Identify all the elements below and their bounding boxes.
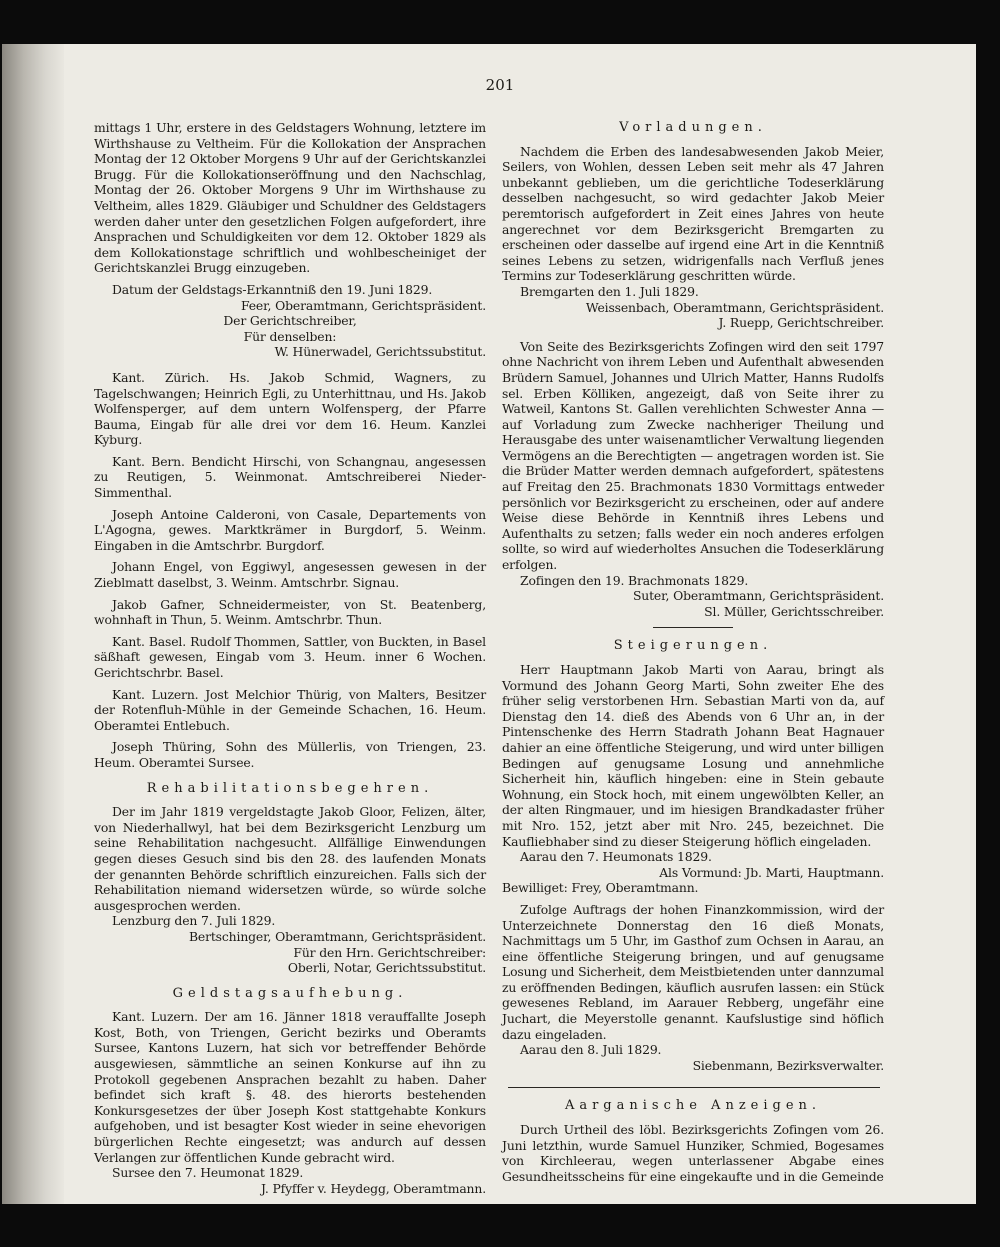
entry-paragraph: Joseph Antoine Calderoni, von Casale, Departements von L'Agogna, gewes. Marktkrämer in Burgdorf, 5. Weinm. Eingaben in die Amtschrbr. Burgdorf. [94,506,486,553]
date-line: Sursee den 7. Heumonat 1829. [112,1165,304,1181]
entry-paragraph: Kant. Basel. Rudolf Thommen, Sattler, von Buckten, in Basel säßhaft gewesen, Eingab vom 3. Heum. inner 6 Wochen. Gerichtschrbr. Basel. [94,633,486,680]
signature-line: Für denselben: [243,328,337,344]
signature-line: Der Gerichtschreiber, [223,313,357,329]
signature-line: Bewilliget: Frey, Oberamtmann. [502,880,699,896]
entry-paragraph: Johann Engel, von Eggiwyl, angesessen gewesen in der Zieblmatt daselbst, 3. Weinm. Amtschrbr. Signau. [94,559,486,591]
date-line: Lenzburg den 7. Juli 1829. [112,913,276,929]
date-line: Bremgarten den 1. Juli 1829. [520,283,699,299]
section-heading-steigerungen: Steigerungen. [613,638,773,654]
date-line: Aarau den 7. Heumonats 1829. [520,849,712,865]
section-divider [653,627,733,628]
signature-line: W. Hünerwadel, Gerichtssubstitut. [274,344,486,360]
signature-line: Weissenbach, Oberamtmann, Gerichtspräsident. [585,299,884,315]
signature-line: J. Ruepp, Gerichtschreiber. [718,315,884,331]
vorladung-paragraph: Nachdem die Erben des landesabwesenden Jakob Meier, Seilers, von Wohlen, dessen Leben seit mehr als 47 Jahren unbekannt geblieben, um die gerichtliche Todeserklärung desselben nachgesucht, so wird gedachter Jakob Meier peremtorisch aufgefordert in Zeit eines Jahres von heute angerechnet vor dem Bezirksgericht Bremgarten zu erscheinen oder dasselbe auf irgend eine Art in die Kenntniß seines Lebens zu setzen, widrigenfalls nach Verfluß jenes Termins zur Todeserklärung geschritten würde. [502,143,884,284]
entry-paragraph: Kant. Bern. Bendicht Hirschi, von Schangnau, angesessen zu Reutigen, 5. Weinmonat. Amtschreiberei Nieder-Simmenthal. [94,453,486,501]
entry-paragraph: Joseph Thüring, Sohn des Müllerlis, von Triengen, 23. Heum. Oberamtei Sursee. [94,739,486,770]
section-heading-vorladungen: Vorladungen. [619,120,767,135]
datum-line: Datum der Geldstags-Erkanntniß den 19. Juni 1829. [112,281,433,297]
date-line: Zofingen den 19. Brachmonats 1829. [520,572,749,588]
signature-line: Oberli, Notar, Gerichtssubstitut. [287,960,486,976]
entry-paragraph: Jakob Gafner, Schneidermeister, von St. Beatenberg, wohnhaft in Thun, 5. Weinm. Amtschrbr. Thun. [94,596,486,628]
newspaper-page [2,44,976,1204]
signature-line: Suter, Oberamtmann, Gerichtspräsident. [632,588,884,604]
signature-line: Für den Hrn. Gerichtschreiber: [293,944,486,960]
steigerung-paragraph: Herr Hauptmann Jakob Marti von Aarau, bringt als Vormund des Johann Georg Marti, Sohn zweiter Ehe des früher selig verstorbenen Hrn. Sebastian Marti von da, auf Dienstag den 14. dieß des Abends von 6 Uhr an, in der Pintenschenke des Herrn Stadrath Johann Beat Hagnauer dahier an eine öffentliche Steigerung, und wird unter billigen Bedingen auf genugsame Losung und annehmliche Sicherheit hin, käuflich hingeben: eine in Stein gebaute Wohnung, ein Stock hoch, mit einem ungewölbten Keller, an der alten Ringmauer, und im hiesigen Brandkadaster früher mit Nro. 152, jetzt aber mit Nro. 245, bezeichnet. Die Kaufliebhaber sind zu dieser Steigerung höflich eingeladen. [502,662,884,849]
entry-paragraph: Kant. Luzern. Jost Melchior Thürig, von Malters, Besitzer der Rotenfluh-Mühle in der Gemeinde Schachen, 16. Heum. Oberamtei Entlebuch. [94,686,486,733]
section-heading-geldstagsaufhebung: Geldstagsaufhebung. [172,985,408,1001]
anzeige-paragraph: Durch Urtheil des löbl. Bezirksgerichts Zofingen vom 26. Juni letzthin, wurde Samuel Hunziker, Schmied, Bogesames von Kirchleerau, wegen unterlassener Abgabe eines Gesundheitsscheins für eine eingekaufte und in die Gemeinde [502,1122,884,1184]
steigerung-paragraph: Zufolge Auftrags der hohen Finanzkommission, wird der Unterzeichnete Donnerstag den 16 dieß Monats, Nachmittags um 5 Uhr, im Gasthof zum Ochsen in Aarau, an eine öffentliche Steigerung bringen, und auf genugsame Losung und Sicherheit, dem Meistbietenden unter dannzumal zu eröffnenden Bedingen, käuflich ausrufen lassen: ein Stück gewesenes Rebland, im Aarauer Rebberg, ungefähr eine Juchart, die Meyerstolle genannt. Kaufslustige sind höflich dazu eingeladen. [502,901,884,1042]
date-line: Aarau den 8. Juli 1829. [520,1042,662,1058]
section-heading-aarganische-anzeigen: Aarganische Anzeigen. [564,1098,822,1114]
rehabilitation-paragraph: Der im Jahr 1819 vergeldstagte Jakob Gloor, Felizen, älter, von Niederhallwyl, hat bei dem Bezirksgericht Lenzburg um seine Rehabilitation nachgesucht. Allfällige Einwendungen gegen dieses Gesuch sind bis den 28. des laufenden Monats der genannten Behörde schriftlich einzureichen. Falls sich der Rehabilitation niemand widersetzen würde, so würde solche ausgesprochen werden. [94,804,486,913]
signature-line: Sl. Müller, Gerichtsschreiber. [704,603,884,619]
right-column [502,120,884,1190]
vorladung-paragraph: Von Seite des Bezirksgerichts Zofingen wird den seit 1797 ohne Nachricht von ihrem Leben und Aufenthalt abwesenden Brüdern Samuel, Johannes und Ulrich Matter, Hanns Rudolfs sel. Erben Kölliken, angezeigt, daß von Seite ihrer zu Watweil, Kantons St. Gallen verehlichten Schwester Anna — auf Vorladung zum Zwecke nachheriger Theilung und Herausgabe des unter waisenamtlicher Verwaltung liegenden Vermögens an die Berechtigten — angetragen worden ist. Sie die Brüder Matter werden demnach aufgefordert, spätestens auf Freitag den 25. Brachmonats 1830 Vormittags entweder persönlich vor Bezirksgericht zu erscheinen, oder auf andere Weise diese Behörde in Kenntniß ihres Lebens und Aufenthalts zu setzen; falls weder ein noch anderes erfolgen sollte, so wird auf wiederholtes Ansuchen die Todeserklärung erfolgen. [502,338,884,573]
signature-line: Bertschinger, Oberamtmann, Gerichtspräsident. [188,928,486,944]
section-heading-rehabilitation: Rehabilitationsbegehren. [146,780,434,796]
intro-paragraph: mittags 1 Uhr, erstere in des Geldstagers Wohnung, letztere im Wirthshause zu Veltheim. Für die Kollokation der Ansprachen Montag der 12 Oktober Morgens 9 Uhr auf der Gerichtskanzlei Brugg. Für die Kollokationseröffnung und den Nachschlag, Montag der 26. Oktober Morgens 9 Uhr im Wirthshause zu Veltheim, alles 1829. Gläubiger und Schuldner des Geldstagers werden daher unter den gesetzlichen Folgen aufgefordert, ihre Ansprachen und Schuldigkeiten vor dem 12. Oktober 1829 als dem Kollokationstage schriftlich und wohlbescheiniget der Gerichtskanzlei Brugg einzugeben. [94,120,486,276]
page-number: 201 [485,76,515,94]
signature-line: J. Pfyffer v. Heydegg, Oberamtmann. [261,1180,486,1196]
page-binding-shadow [2,44,64,1204]
signature-line: Siebenmann, Bezirksverwalter. [692,1057,884,1073]
signature-line: Als Vormund: Jb. Marti, Hauptmann. [659,864,884,880]
section-divider [508,1087,880,1088]
entry-paragraph: Kant. Zürich. Hs. Jakob Schmid, Wagners, zu Tagelschwangen; Heinrich Egli, zu Unterhittnau, und Hs. Jakob Wolfensperger, auf dem untern Wolfensperg, der Pfarre Bauma, Eingab für alle drei vor dem 16. Heum. Kanzlei Kyburg. [94,369,486,448]
signature-line: Feer, Oberamtmann, Gerichtspräsident. [240,297,486,313]
geldstag-paragraph: Kant. Luzern. Der am 16. Jänner 1818 verauffallte Joseph Kost, Both, von Triengen, Gericht bezirks und Oberamts Sursee, Kantons Luzern, hat sich vor betreffender Behörde ausgewiesen, sämmtliche an seinen Konkurse auf ihn zu Protokoll gegebenen Ansprachen bezahlt zu haben. Daher befindet sich kraft §. 48. des hierorts bestehenden Konkursgesetzes der über Joseph Kost stattgehabte Konkurs aufgehoben, und ist besagter Kost wieder in seine ehevorigen bürgerlichen Rechte eingesetzt; was andurch auf dessen Verlangen zur öffentlichen Kunde gebracht wird. [94,1009,486,1165]
left-column [94,120,486,1196]
